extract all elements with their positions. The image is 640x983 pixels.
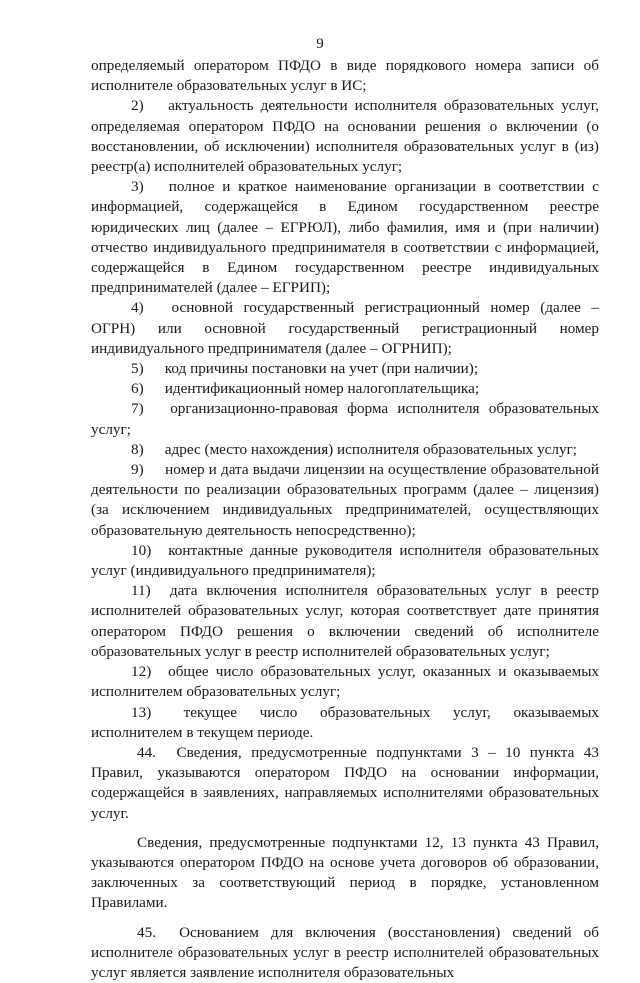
item-text: текущее число образовательных услуг, оказываемых исполнителем в текущем периоде.: [91, 703, 599, 741]
item-3: [91, 177, 599, 298]
item-text: общее число образовательных услуг, оказанных и оказываемых исполнителем образовательных услуг;: [91, 663, 599, 701]
item-8: [91, 440, 599, 460]
item-9: [91, 460, 599, 541]
item-number: 4): [131, 299, 144, 317]
clause-text: Сведения, предусмотренные подпунктами 3 – 10 пункта 43 Правил, указываются оператором ПФДО на основании информации, содержащейся в заявлениях, направляемых исполнителями образовательных услуг.: [91, 743, 599, 822]
item-text: адрес (место нахождения) исполнителя образовательных услуг;: [164, 440, 578, 458]
clause-text: Основанием для включения (восстановления) сведений об исполнителе образовательных услуг в реестр исполнителей образовательных услуг является заявление исполнителя образовательных: [91, 923, 600, 981]
item-6: [91, 379, 599, 399]
item-number: 13): [131, 703, 152, 721]
item-number: 6): [131, 380, 144, 398]
item-7: [91, 399, 599, 439]
item-number: 3): [131, 178, 144, 196]
item-text: основной государственный регистрационный номер (далее – ОГРН) или основной государственный регистрационный номер индивидуального предпринимателя (далее – ОГРНИП);: [91, 299, 599, 357]
item-text: организационно-правовая форма исполнителя образовательных услуг;: [91, 400, 600, 438]
clause-number: 45.: [137, 923, 156, 941]
document-body: [91, 56, 599, 983]
item-number: 12): [131, 663, 152, 681]
item-4: [91, 298, 599, 359]
item-text: код причины постановки на учет (при наличии);: [164, 360, 479, 378]
item-number: 7): [131, 400, 144, 418]
item-text: актуальность деятельности исполнителя образовательных услуг, определяемая оператором ПФДО на основании решения о включении (о восстановлении, об исключении) исполнителя образовательных услуг в (из) реестр(а) исполнителей образовательных услуг;: [91, 97, 600, 176]
item-text: контактные данные руководителя исполнителя образовательных услуг (индивидуального предпринимателя);: [91, 541, 599, 580]
clause-44: [91, 743, 599, 824]
item-2: [91, 96, 599, 177]
clause-45: [91, 923, 599, 983]
item-text: дата включения исполнителя образовательных услуг в реестр исполнителей образовательных услуг, которая соответствует дате принятия оператором ПФДО решения о включении сведений об исполнителе образовательных услуг в реестр исполнителей образовательных услуг;: [91, 582, 599, 660]
item-number: 9): [131, 461, 144, 479]
clause-44-continued: [91, 833, 599, 914]
item-number: 8): [131, 440, 144, 458]
item-13: [91, 703, 599, 743]
item-number: 5): [131, 360, 144, 378]
item-number: 10): [131, 541, 152, 559]
paragraph-1: [91, 56, 599, 96]
item-5: [91, 359, 599, 379]
page-number: 9: [316, 36, 324, 52]
item-11: [91, 581, 599, 662]
clause-number: 44.: [137, 743, 156, 761]
paragraph-gap: [91, 914, 599, 923]
item-text: номер и дата выдачи лицензии на осуществление образовательной деятельности по реализации образовательных программ (далее – лицензия) (за исключением индивидуальных предпринимателей, осуществляющих образовательную деятельность непосредственно);: [91, 461, 599, 539]
paragraph-gap: [91, 824, 599, 833]
clause-text: Сведения, предусмотренные подпунктами 12, 13 пункта 43 Правил, указываются оператором ПФДО на основе учета договоров об образовании, заключенных за соответствующий период в порядке, установленном Правилами.: [91, 833, 599, 912]
item-number: 11): [131, 582, 151, 600]
paragraph-text: определяемый оператором ПФДО в виде порядкового номера записи об исполнителе образовательных услуг в ИС;: [91, 57, 599, 95]
item-12: [91, 662, 599, 702]
item-10: [91, 541, 599, 581]
item-text: идентификационный номер налогоплательщика;: [164, 380, 480, 398]
item-text: полное и краткое наименование организации в соответствии с информацией, содержащейся в Едином государственном реестре юридических лиц (далее – ЕГРЮЛ), либо фамилия, имя и (при наличии) отчество индивидуального предпринимателя в соответствии с информацией, содержащейся в Едином государственном реестре индивидуальных предпринимателей (далее – ЕГРИП);: [91, 178, 599, 297]
item-number: 2): [131, 97, 144, 115]
